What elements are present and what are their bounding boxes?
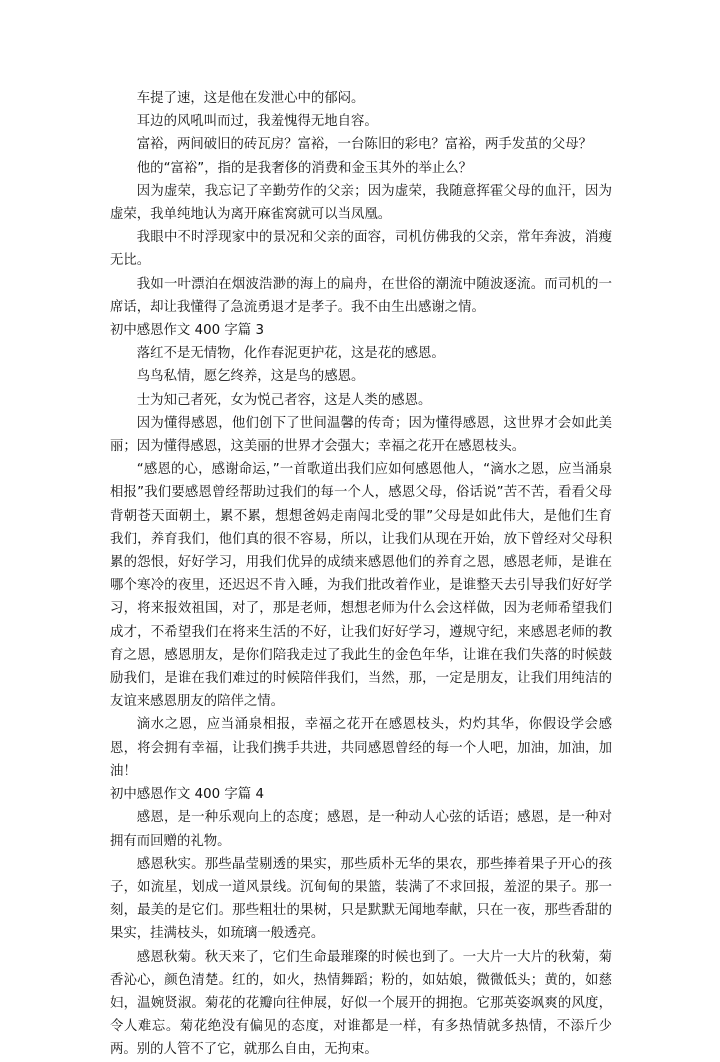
paragraph: 富裕，两间破旧的砖瓦房？富裕，一台陈旧的彩电？富裕，两手发茧的父母？	[136, 137, 593, 153]
paragraph: 我如一叶漂泊在烟波浩渺的海上的扁舟，在世俗的潮流中随波逐流。而司机的一席话，却让我懂得了急流勇退才是孝子。我不由生出感谢之情。	[110, 276, 612, 315]
article-body	[110, 87, 612, 1062]
paragraph: 他的“富裕”，指的是我奢侈的消费和金玉其外的举止么？	[136, 160, 473, 176]
paragraph: 滴水之恩，应当涌泉相报，幸福之花开在感恩枝头，灼灼其华，你假设学会感恩，将会拥有幸福，让我们携手共进，共同感恩曾经的每一个人吧，加油，加油，加油！	[110, 717, 612, 779]
paragraph: “感恩的心，感谢命运，”一首歌道出我们应如何感恩他人，“滴水之恩，应当涌泉相报”我们要感恩曾经帮助过我们的每一个人，感恩父母，俗话说”苦不苦，看看父母背朝苍天面朝土，累不累，想想爸妈走南闯北受的罪”父母是如此伟大，是他们生育我们，养育我们，他们真的很不容易，所以，让我们从现在开始，放下曾经对父母积累的怨恨，好好学习，用我们优异的成绩来感恩他们的养育之恩，感恩老师，是谁在哪个寒冷的夜里，还迟迟不肯入睡，为我们批改着作业，是谁整天去引导我们好好学习，将来报效祖国，对了，那是老师，想想老师为什么会这样做，因为老师希望我们成才，不希望我们在将来生活的不好，让我们好好学习，遵规守纪，来感恩老师的教育之恩，感恩朋友，是你们陪我走过了我此生的金色年华，让谁在我们失落的时候鼓励我们，是谁在我们难过的时候陪伴我们，当然，那，一定是朋友，让我们用纯洁的友谊来感恩朋友的陪伴之情。	[110, 462, 612, 710]
paragraph: 感恩，是一种乐观向上的态度；感恩，是一种动人心弦的话语；感恩，是一种对拥有而回赠的礼物。	[110, 810, 612, 849]
paragraph: 我眼中不时浮现家中的景况和父亲的面容，司机仿佛我的父亲，常年奔波，消瘦无比。	[110, 230, 612, 269]
paragraph: 因为虚荣，我忘记了辛勤劳作的父亲；因为虚荣，我随意挥霍父母的血汗，因为虚荣，我单纯地认为离开麻雀窝就可以当凤凰。	[110, 183, 612, 223]
paragraph: 感恩秋菊。秋天来了，它们生命最璀璨的时候也到了。一大片一大片的秋菊，菊香沁心，颜色清楚。红的，如火，热情舞蹈；粉的，如姑娘，微微低头；黄的，如慈妇，温婉贤淑。菊花的花瓣向往伸展，好似一个展开的拥抱。它那英姿飒爽的风度，令人难忘。菊花绝没有偏见的态度，对谁都是一样，有多热情就多热情，不添斤少两。别的人管不了它，就那么自由，无拘束。	[110, 949, 612, 1058]
section-heading: 初中感恩作文 400 字篇 3	[110, 323, 264, 339]
paragraph: 因为懂得感恩，他们创下了世间温馨的传奇；因为懂得感恩，这世界才会如此美丽；因为懂得感恩，这美丽的世界才会强大；幸福之花开在感恩枝头。	[110, 415, 612, 455]
paragraph: 鸟鸟私情，愿乞终养，这是鸟的感恩。	[136, 369, 365, 385]
paragraph: 感恩秋实。那些晶莹剔透的果实，那些质朴无华的果农，那些捧着果子开心的孩子，如流星，划成一道风景线。沉甸甸的果篮，装满了不求回报，羞涩的果子。那一刻，最美的是它们。那些粗壮的果树，只是默默无闻地奉献，只在一夜，那些香甜的果实，挂满枝头，如琉璃一般透亮。	[110, 856, 612, 942]
section-heading: 初中感恩作文 400 字篇 4	[110, 787, 264, 803]
paragraph: 车提了速，这是他在发泄心中的郁闷。	[136, 91, 365, 106]
paragraph: 落红不是无情物，化作春泥更护花，这是花的感恩。	[136, 346, 445, 362]
paragraph: 士为知己者死，女为悦己者容，这是人类的感恩。	[136, 392, 432, 408]
paragraph: 耳边的风吼叫而过，我羞愧得无地自容。	[136, 114, 378, 130]
